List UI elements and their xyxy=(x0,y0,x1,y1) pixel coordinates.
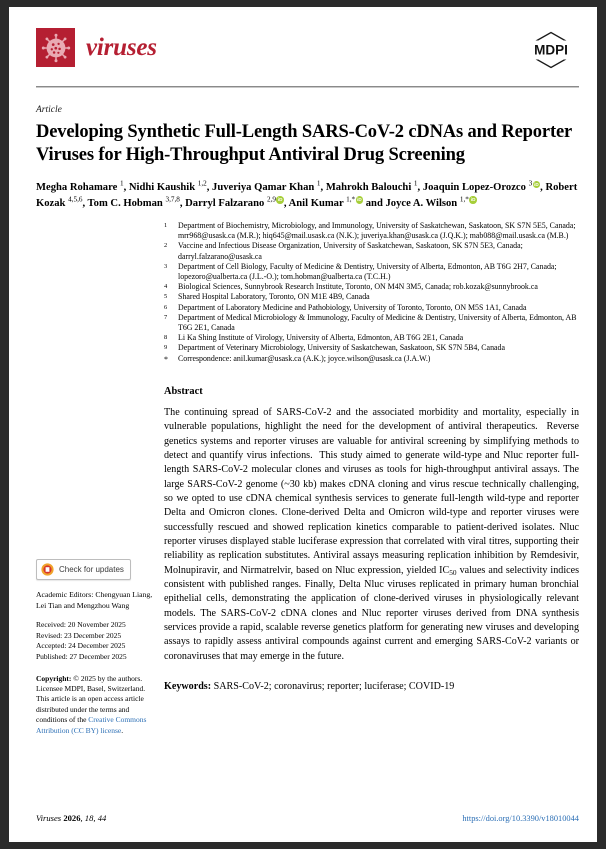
virus-logo-icon xyxy=(36,28,75,67)
affiliation-text: Li Ka Shing Institute of Virology, University of Alberta, Edmonton, AB T6G 2E1, Canada xyxy=(178,333,464,343)
affiliation-text: Biological Sciences, Sunnybrook Research Institute, Toronto, ON M4N 3M5, Canada; rob.kozak@sunnybrook.ca xyxy=(178,282,538,292)
publication-dates xyxy=(36,620,156,662)
header-divider xyxy=(36,86,579,88)
journal-branding xyxy=(36,28,157,67)
affiliation-row xyxy=(164,333,579,343)
sidebar-metadata xyxy=(36,221,164,736)
keywords-values: SARS-CoV-2; coronavirus; reporter; luciferase; COVID-19 xyxy=(213,681,455,693)
affiliation-text: Vaccine and Infectious Disease Organization, University of Saskatchewan, Saskatoon, SK S7N 5E3, Canada; darryl.falzarano@usask.ca xyxy=(178,241,523,261)
affiliation-list xyxy=(164,221,579,365)
page-title: Developing Synthetic Full-Length SARS-CoV-2 cDNAs and Reporter Viruses for High-Throughput Antiviral Drug Screening xyxy=(36,122,572,165)
journal-title: viruses xyxy=(86,33,157,61)
affiliation-row xyxy=(164,354,579,365)
academic-editors: Academic Editors: Chengyuan Liang, Lei Tian and Mengzhou Wang xyxy=(36,590,153,610)
affiliation-row xyxy=(164,241,579,261)
paper-page xyxy=(9,7,597,842)
date-revised: Revised: 23 December 2025 xyxy=(36,630,122,640)
abstract-heading: Abstract xyxy=(164,385,203,397)
crossmark-icon xyxy=(41,563,54,576)
affiliation-row xyxy=(164,221,579,241)
abstract-text: The continuing spread of SARS-CoV-2 and the associated morbidity and mortality, especially in vulnerable populations, highlight the need for the development of antiviral therapeutics. Reverse genetics systems and reporter viruses are valuable for antiviral screening by simplifying methods to detect and quantify virus infections. This study aimed to generate wild-type and Nluc reporter full-length SARS-CoV-2 molecular clones and viruses as tools for high-throughput antiviral assays. The large SARS-CoV-2 genome (~30 kb) makes cDNA cloning and virus rescue technically challenging, so we opted to use cDNA chemical synthesis services to generate full-length wild-type and reporter Delta and Omicron clones. Clone-derived Delta and Omicron wild-type and reporter viruses were successfully rescued and showed replication kinetics comparable to patient-derived isolates. Nluc reporter viruses displayed stable luciferase expression that correlated with viral titres, supporting their reliability as replication substitutes. Antiviral assays measuring replication inhibition by Remdesivir, Molnupiravir, and Nirmatrelvir, based on Nluc expression, yielded $IC_{50}$ values and selectivity indices consistent with published ranges. Finally, Delta Nluc viruses replicated in primary human bronchial epithelial cells, demonstrating the application of clone-derived viruses in physiologically relevant models. The SARS-CoV-2 cDNA clones and Nluc reporter viruses derived from DNA synthesis services provide a rapid, scalable reverse genetics platform for generating new viruses and developing assays to rapidly assess antiviral compounds against current and emerging SARS-CoV-2 variants or coronaviruses that may emerge in the future. xyxy=(164,406,580,662)
page-content xyxy=(36,28,579,736)
page-footer xyxy=(36,813,579,823)
affiliation-marker: 7 xyxy=(164,313,168,321)
affiliation-marker: 4 xyxy=(164,283,168,291)
mdpi-logo-icon xyxy=(523,29,579,71)
affiliation-row xyxy=(164,303,579,313)
affiliation-text: Shared Hospital Laboratory, Toronto, ON M1E 4B9, Canada xyxy=(178,292,370,302)
main-column xyxy=(164,221,579,736)
affiliation-marker: 6 xyxy=(164,303,168,311)
article-type-label: Article xyxy=(36,105,62,115)
affiliation-text: Correspondence: anil.kumar@usask.ca (A.K.); joyce.wilson@usask.ca (J.A.W.) xyxy=(178,353,431,363)
affiliation-marker: 1 xyxy=(164,222,168,229)
page-header xyxy=(36,28,579,76)
affiliation-row xyxy=(164,262,579,282)
affiliation-marker: 8 xyxy=(164,334,168,342)
affiliation-marker: 5 xyxy=(164,293,168,301)
affiliation-marker: 2 xyxy=(164,242,168,250)
svg-text:MDPI: MDPI xyxy=(534,42,568,58)
keywords-label: Keywords: xyxy=(164,681,212,693)
affiliation-text: Department of Cell Biology, Faculty of Medicine & Dentistry, University of Alberta, Edmonton, AB T6G 2H7, Canada; lopezoro@ualberta.ca (J.L.-O.); tom.hobman@ualberta.ca (T.C.H.) xyxy=(178,261,557,282)
footer-citation: Viruses 2026, 18, 44 xyxy=(36,813,107,823)
body-columns xyxy=(36,221,579,736)
check-for-updates-button[interactable] xyxy=(36,559,131,580)
affiliation-text: Department of Laboratory Medicine and Pathobiology, University of Toronto, Toronto, ON M5S 1A1, Canada xyxy=(178,302,527,312)
affiliation-row xyxy=(164,292,579,302)
date-accepted: Accepted: 24 December 2025 xyxy=(36,641,126,651)
copyright-notice: Copyright: © 2025 by the authors. Licensee MDPI, Basel, Switzerland. This article is an open access article distributed under the terms and conditions of the Creative Commons Attribution (CC BY) license. xyxy=(36,673,147,735)
affiliation-row xyxy=(164,282,579,292)
affiliation-marker: 9 xyxy=(164,344,168,352)
check-for-updates-label: Check for updates xyxy=(59,565,124,574)
affiliation-row xyxy=(164,343,579,353)
doi-link[interactable]: https://doi.org/10.3390/v18010044 xyxy=(462,814,579,823)
affiliation-text: Department of Biochemistry, Microbiology, and Immunology, University of Saskatchewan, Saskatoon, SK S7N 5E5, Canada; mrr968@usask.ca (M.R.); hiq645@mail.usask.ca (N.K.); juveriya.khan@usask.ca (J.Q.K.); mab088@mail.usask.ca (M.B.) xyxy=(178,221,576,241)
affiliation-text: Department of Medical Microbiology & Immunology, Faculty of Medicine & Dentistry, University of Alberta, Edmonton, AB T6G 2E1, Canada xyxy=(178,312,577,333)
author-list: Megha Rohamare $^1$, Nidhi Kaushik $^{1,2}$, Juveriya Qamar Khan $^1$, Mahrokh Balouchi $^1$, Joaquin Lopez-Orozco $^3$ iD , Robert Kozak $^{4,5,6}$, Tom C. Hobman $^{3,7,8}$, Darryl Falzarano $^{2,9}$ iD , Anil Kumar $^{1,*}$iD and Joyce A. Wilson $^{1,*}$iD xyxy=(36,180,584,211)
affiliation-row xyxy=(164,313,579,333)
affiliation-marker: * xyxy=(164,354,168,364)
affiliation-text: Department of Veterinary Microbiology, University of Saskatchewan, Saskatoon, SK S7N 5B4, Canada xyxy=(178,343,505,353)
affiliation-marker: 3 xyxy=(164,262,168,270)
keywords xyxy=(164,680,579,694)
date-received: Received: 20 November 2025 xyxy=(36,620,126,630)
date-published: Published: 27 December 2025 xyxy=(36,651,127,661)
